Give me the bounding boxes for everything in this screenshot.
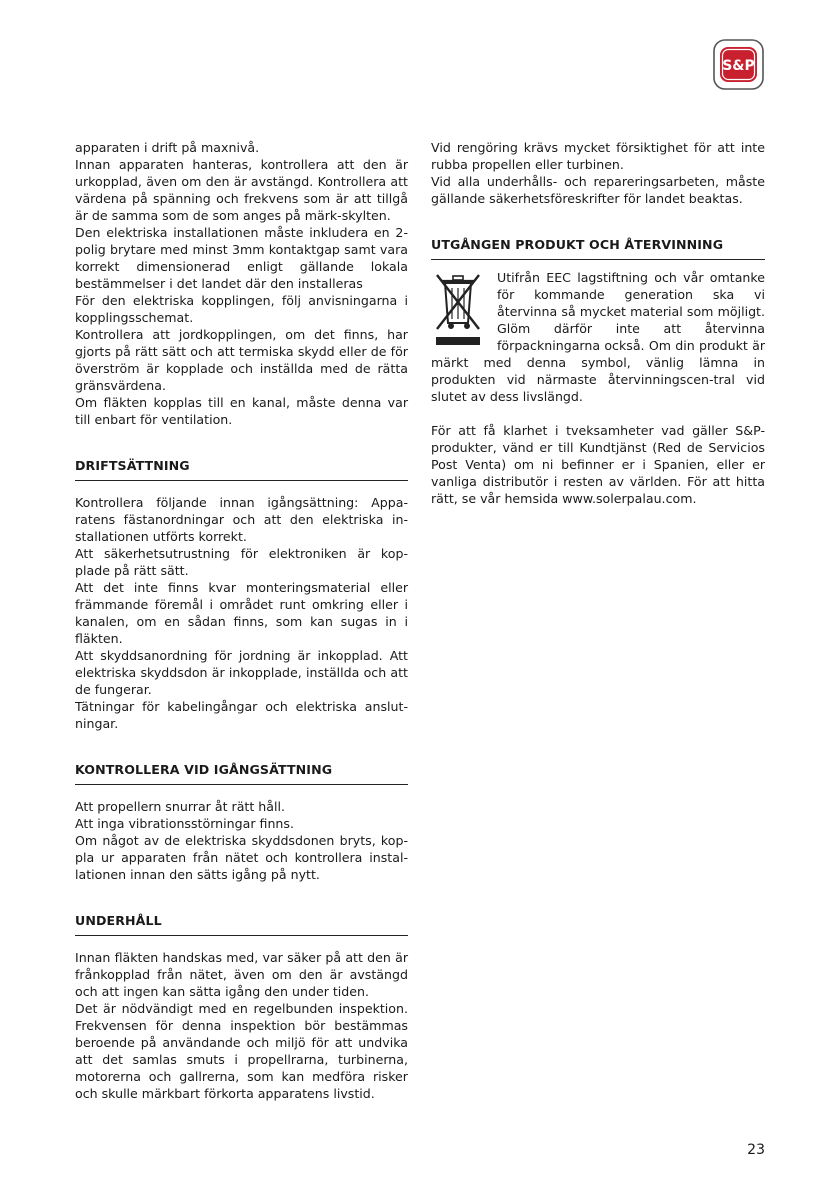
paragraph: Att inga vibrationsstörningar finns. xyxy=(75,816,294,831)
intro-p6: Om fläkten kopplas till en kanal, måste denna var till enbart för ventilation. xyxy=(75,395,408,427)
intro-p2: Vid alla underhålls- och repareringsarbeten, måste gällande säkerhetsföreskrifter för landet beaktas. xyxy=(431,174,765,206)
left-column xyxy=(75,139,408,1102)
paragraph: Att propellern snurrar åt rätt håll. xyxy=(75,799,285,814)
section-kontrollera xyxy=(75,761,408,883)
paragraph: Att det inte finns kvar monteringsmaterial eller främmande föremål i området runt omkring eller i kanalen, om en sådan finns, som kan sugas in i fläkten. xyxy=(75,580,408,646)
paragraph: Att skyddsanordning för jordning är inkopplad. Att elektriska skyddsdon är inkopplade, inställda och att de fungerar. xyxy=(75,648,408,697)
intro-p4: För den elektriska kopplingen, följ anvisningarna i kopplingsschemat. xyxy=(75,293,408,325)
paragraph: Om något av de elektriska skyddsdonen bryts, kop-pla ur apparaten från nätet och kontrollera instal-lationen innan den sätts igång på nytt. xyxy=(75,833,408,882)
section-driftsattning xyxy=(75,457,408,732)
intro-p1: Vid rengöring krävs mycket försiktighet för att inte rubba propellen eller turbinen. xyxy=(431,140,765,172)
paragraph: Innan fläkten handskas med, var säker på att den är frånkopplad från nätet, även om den är avstängd och att ingen kan sätta igång den under tiden. xyxy=(75,950,408,999)
right-column xyxy=(431,139,765,507)
paragraph: Det är nödvändigt med en regelbunden inspektion. Frekvensen för denna inspektion bör bestämmas beroende på användande och miljö för att undvika att det samlas smuts i propellrarna, turbinerna, motorerna och gallrerna, som kan medföra risker och skulle märkbart förkorta apparatens livstid. xyxy=(75,1001,408,1101)
recycling-paragraph: Utifrån EEC lagstiftning och vår omtanke för kommande generation ska vi återvinna så mycket material som möjligt. Glöm därför inte att återvinna förpackningarna också. Om din produkt är märkt med denna symbol, vänlig lämna in produkten vid närmaste återvinningscen-tral vid slutet av dess livslängd. xyxy=(431,270,765,404)
intro-p5: Kontrollera att jordkopplingen, om det finns, har gjorts på rätt sätt och att termiska skydd eller de för överström är kopplade och inställda med de rätta gränsvärdena. xyxy=(75,327,408,393)
intro-p1: apparaten i drift på maxnivå. xyxy=(75,140,260,155)
paragraph: Tätningar för kabelingångar och elektriska anslut-ningar. xyxy=(75,699,408,731)
section-atervinning xyxy=(431,236,765,507)
paragraph: Kontrollera följande innan igångsättning: Appa-ratens fästanordningar och att den elektriska in-stallationen utförts korrekt. xyxy=(75,495,408,544)
intro-block-right xyxy=(431,139,765,207)
logo-text: S&P xyxy=(722,58,755,74)
weee-crossed-bin-icon xyxy=(431,269,485,349)
contact-paragraph: För att få klarhet i tveksamheter vad gäller S&P-produkter, vänd er till Kundtjänst (Red de Servicios Post Venta) om ni befinner er i Spanien, eller er vanliga distributör i resten av världen. För att hitta rätt, se vår hemsida www.solerpalau.com. xyxy=(431,423,765,506)
sp-logo xyxy=(713,39,764,90)
section-title: UNDERHÅLL xyxy=(75,912,408,936)
page-number: 23 xyxy=(747,1142,765,1158)
section-underhall xyxy=(75,912,408,1102)
section-title: DRIFTSÄTTNING xyxy=(75,457,408,481)
intro-block xyxy=(75,139,408,428)
intro-p2: Innan apparaten hanteras, kontrollera att den är urkopplad, även om den är avstängd. Kontrollera att värdena på spänning och frekvens som är att tillgå är de samma som de som anges på märk-skylten. xyxy=(75,157,408,223)
paragraph: Att säkerhetsutrustning för elektroniken är kop-plade på rätt sätt. xyxy=(75,546,408,578)
section-title: KONTROLLERA VID IGÅNGSÄTTNING xyxy=(75,761,408,785)
section-title: UTGÅNGEN PRODUKT OCH ÅTERVINNING xyxy=(431,236,765,260)
intro-p3: Den elektriska installationen måste inkludera en 2-polig brytare med minst 3mm kontaktgap samt vara korrekt dimensionerad enligt gällande lokala bestämmelser i det landet där den installeras xyxy=(75,225,408,291)
